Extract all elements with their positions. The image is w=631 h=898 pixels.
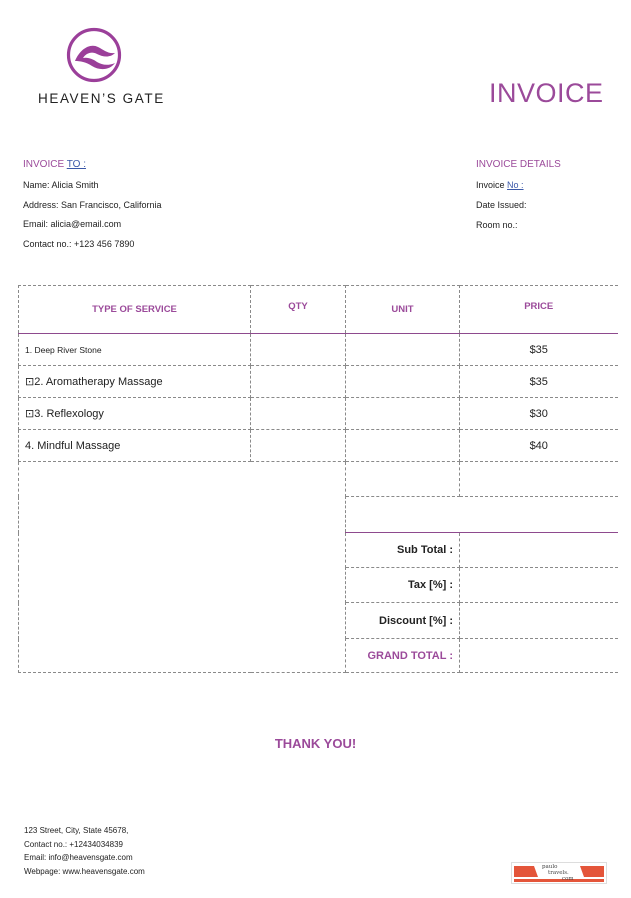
unit-cell[interactable] [346, 366, 460, 398]
service-name[interactable]: 4. Mindful Massage [19, 430, 251, 462]
price-cell[interactable]: $35 [460, 334, 618, 366]
date-issued: Date Issued: [476, 200, 527, 210]
table-row [19, 398, 618, 430]
table-row [19, 366, 618, 398]
price-cell[interactable]: $35 [460, 366, 618, 398]
table-row [19, 334, 618, 366]
table-row [19, 430, 618, 462]
invoice-to-heading [23, 159, 86, 170]
customer-contact: Contact no.: +123 456 7890 [23, 239, 135, 249]
invoice-to-link[interactable]: TO : [66, 159, 86, 170]
header-unit: UNIT [346, 286, 460, 334]
blank-cell [346, 462, 460, 497]
customer-name: Name: Alicia Smith [23, 180, 99, 190]
stamp-line-1: paulo [542, 864, 558, 870]
customer-address: Address: San Francisco, California [23, 200, 162, 210]
service-name[interactable]: 1. Deep River Stone [19, 334, 251, 366]
brand-name: HEAVEN’S GATE [38, 91, 165, 106]
blank-cell [346, 497, 618, 533]
price-cell[interactable]: $30 [460, 398, 618, 430]
table-header-row [19, 286, 618, 334]
watermark-stamp [511, 862, 607, 884]
stamp-line-2: travels. [548, 870, 569, 876]
service-name[interactable]: ⊡3. Reflexology [19, 398, 251, 430]
grand-total-label: GRAND TOTAL : [346, 639, 460, 673]
room-number: Room no.: [476, 220, 518, 230]
company-footer [24, 824, 145, 878]
footer-address: 123 Street, City, State 45678, [24, 826, 129, 835]
unit-cell[interactable] [346, 334, 460, 366]
discount-value[interactable] [460, 603, 618, 639]
invoice-number-label: Invoice [476, 180, 508, 190]
qty-cell[interactable] [251, 430, 346, 462]
qty-cell[interactable] [251, 398, 346, 430]
customer-email: Email: alicia@email.com [23, 219, 122, 229]
invoice-number-link[interactable]: No : [507, 180, 524, 190]
grand-total-value[interactable] [460, 639, 618, 673]
subtotal-label: Sub Total : [346, 533, 460, 568]
wave-circle-logo-icon [66, 27, 122, 83]
notes-area[interactable] [19, 462, 346, 673]
discount-label: Discount [%] : [346, 603, 460, 639]
blank-row [19, 462, 618, 497]
invoice-to-heading-text: INVOICE [23, 159, 67, 170]
price-cell[interactable]: $40 [460, 430, 618, 462]
subtotal-value[interactable] [460, 533, 618, 568]
unit-cell[interactable] [346, 398, 460, 430]
blank-cell [460, 462, 618, 497]
header-qty: QTY [251, 286, 346, 334]
header-price: PRICE [460, 286, 618, 334]
stamp-line-3: com [562, 876, 574, 882]
invoice-number [476, 180, 524, 190]
invoice-details-heading: INVOICE DETAILS [476, 159, 561, 170]
qty-cell[interactable] [251, 334, 346, 366]
unit-cell[interactable] [346, 430, 460, 462]
tax-label: Tax [%] : [346, 568, 460, 603]
qty-cell[interactable] [251, 366, 346, 398]
footer-email: Email: info@heavensgate.com [24, 853, 133, 862]
document-title: INVOICE [489, 78, 604, 108]
footer-contact: Contact no.: +12434034839 [24, 839, 123, 849]
services-table [18, 285, 618, 673]
tax-value[interactable] [460, 568, 618, 603]
footer-webpage: Webpage: www.heavensgate.com [24, 866, 145, 876]
thank-you-message: THANK YOU! [274, 736, 357, 751]
header-type-of-service: TYPE OF SERVICE [19, 286, 251, 334]
service-name[interactable]: ⊡2. Aromatherapy Massage [19, 366, 251, 398]
